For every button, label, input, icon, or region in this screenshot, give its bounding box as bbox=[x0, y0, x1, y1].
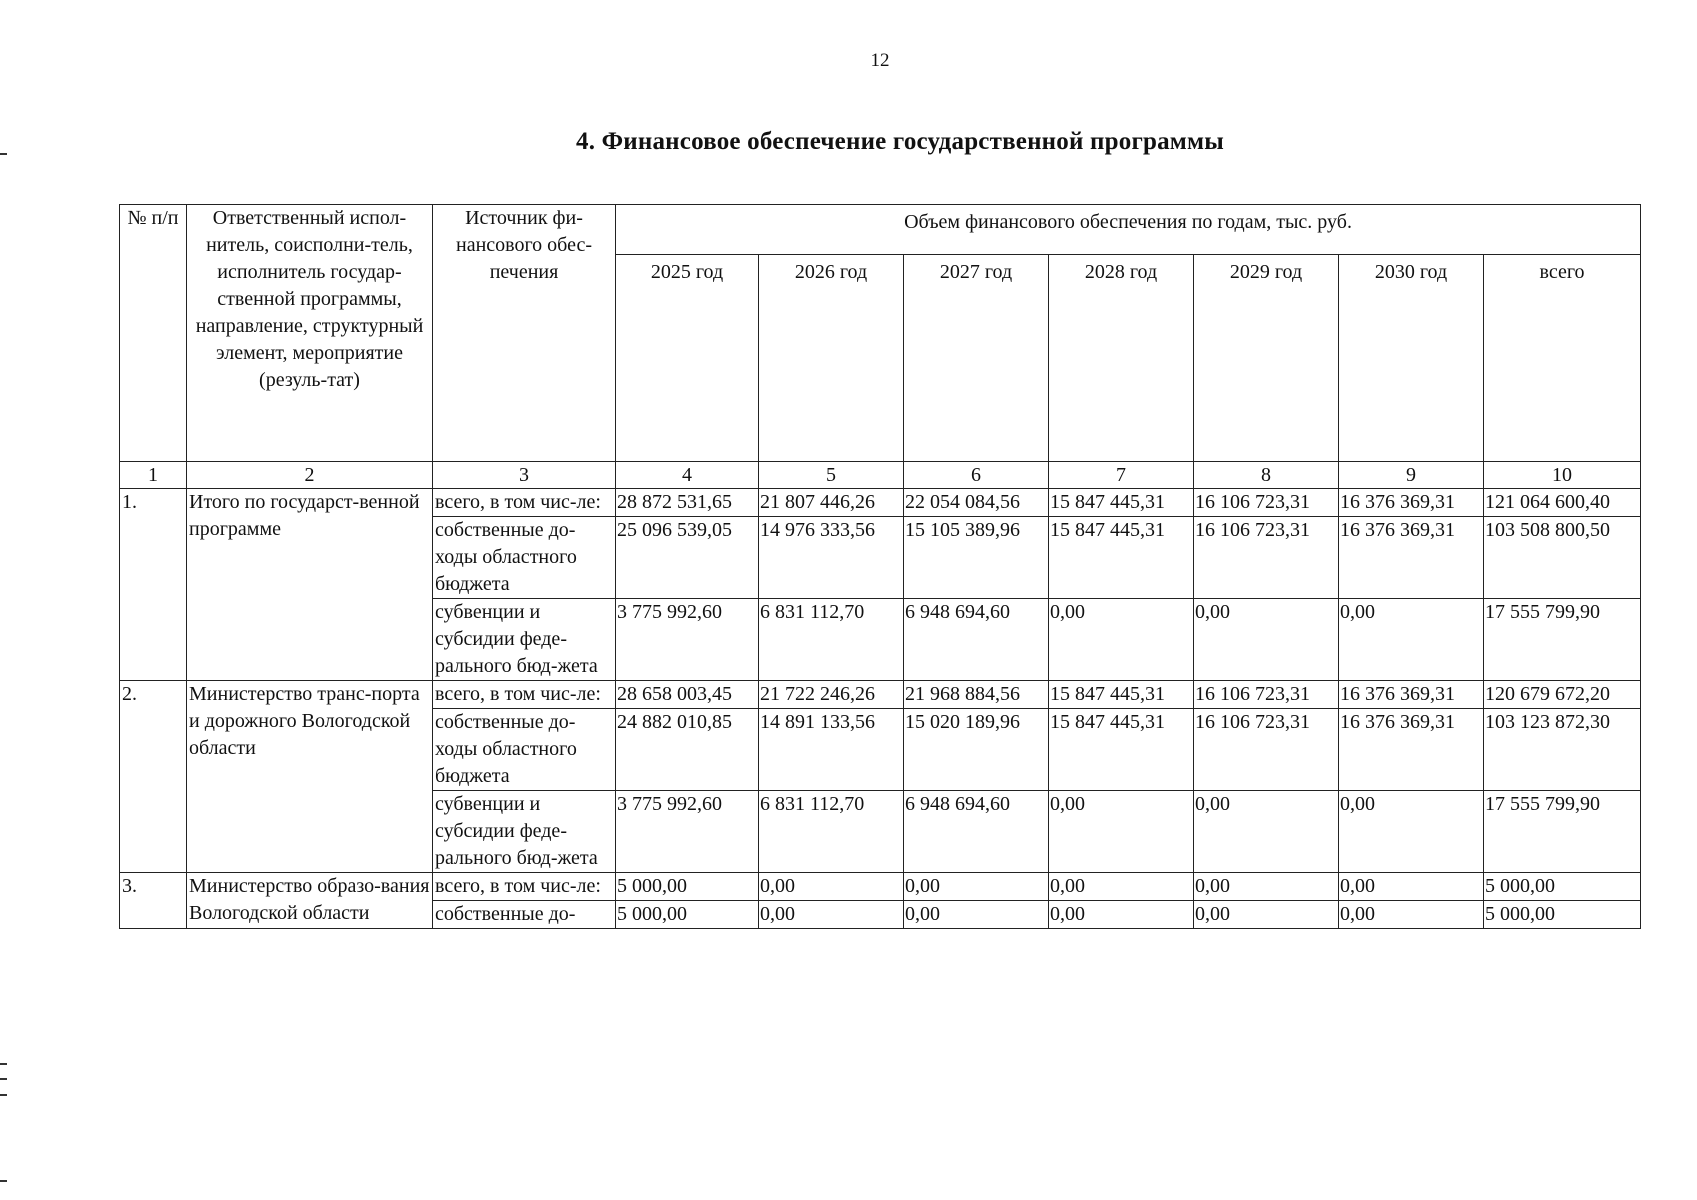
column-number: 2 bbox=[187, 462, 433, 489]
value-total: 103 123 872,30 bbox=[1484, 709, 1641, 791]
value-2027: 15 020 189,96 bbox=[904, 709, 1049, 791]
header-year-2025: 2025 год bbox=[616, 255, 759, 462]
value-total: 121 064 600,40 bbox=[1484, 489, 1641, 517]
document-title: 4. Финансовое обеспечение государственной программы bbox=[576, 128, 1224, 155]
table-row bbox=[120, 489, 1641, 517]
margin-mark bbox=[0, 1078, 7, 1080]
value-2030: 0,00 bbox=[1339, 599, 1484, 681]
margin-mark bbox=[0, 1094, 7, 1096]
header-year-2026: 2026 год bbox=[759, 255, 904, 462]
column-number: 7 bbox=[1049, 462, 1194, 489]
table-row bbox=[120, 873, 1641, 901]
funding-source: субвенции и субсидии феде-рального бюд-жета bbox=[433, 791, 616, 873]
value-total: 5 000,00 bbox=[1484, 901, 1641, 929]
value-2025: 28 658 003,45 bbox=[616, 681, 759, 709]
value-2028: 15 847 445,31 bbox=[1049, 489, 1194, 517]
value-2027: 6 948 694,60 bbox=[904, 599, 1049, 681]
value-2029: 16 106 723,31 bbox=[1194, 681, 1339, 709]
value-2026: 21 722 246,26 bbox=[759, 681, 904, 709]
value-2029: 16 106 723,31 bbox=[1194, 709, 1339, 791]
value-2028: 15 847 445,31 bbox=[1049, 709, 1194, 791]
value-2030: 16 376 369,31 bbox=[1339, 681, 1484, 709]
header-year-2029: 2029 год bbox=[1194, 255, 1339, 462]
value-2026: 14 891 133,56 bbox=[759, 709, 904, 791]
column-number: 8 bbox=[1194, 462, 1339, 489]
value-2025: 25 096 539,05 bbox=[616, 517, 759, 599]
value-2030: 16 376 369,31 bbox=[1339, 517, 1484, 599]
value-2026: 6 831 112,70 bbox=[759, 599, 904, 681]
value-2030: 16 376 369,31 bbox=[1339, 489, 1484, 517]
header-year-2028: 2028 год bbox=[1049, 255, 1194, 462]
value-2025: 3 775 992,60 bbox=[616, 791, 759, 873]
column-number: 9 bbox=[1339, 462, 1484, 489]
column-number: 3 bbox=[433, 462, 616, 489]
value-2026: 0,00 bbox=[759, 873, 904, 901]
column-number: 5 bbox=[759, 462, 904, 489]
value-2026: 14 976 333,56 bbox=[759, 517, 904, 599]
value-2029: 0,00 bbox=[1194, 791, 1339, 873]
responsible-executor: Министерство образо-вания Вологодской области bbox=[187, 873, 433, 929]
value-2026: 21 807 446,26 bbox=[759, 489, 904, 517]
value-2028: 0,00 bbox=[1049, 901, 1194, 929]
value-2027: 22 054 084,56 bbox=[904, 489, 1049, 517]
column-number: 4 bbox=[616, 462, 759, 489]
value-total: 5 000,00 bbox=[1484, 873, 1641, 901]
value-2030: 0,00 bbox=[1339, 873, 1484, 901]
value-total: 103 508 800,50 bbox=[1484, 517, 1641, 599]
value-2025: 3 775 992,60 bbox=[616, 599, 759, 681]
header-responsible: Ответственный испол-нитель, соисполни-тель, исполнитель государ-ственной программы, направление, структурный элемент, мероприятие (резуль-тат) bbox=[187, 205, 433, 462]
header-year-2027: 2027 год bbox=[904, 255, 1049, 462]
funding-source: субвенции и субсидии феде-рального бюд-жета bbox=[433, 599, 616, 681]
row-number: 2. bbox=[120, 681, 187, 873]
value-2028: 0,00 bbox=[1049, 791, 1194, 873]
value-total: 17 555 799,90 bbox=[1484, 599, 1641, 681]
funding-source: собственные до-ходы областного бюджета bbox=[433, 709, 616, 791]
column-number-row bbox=[120, 462, 1641, 489]
column-number: 1 bbox=[120, 462, 187, 489]
margin-mark bbox=[0, 153, 7, 155]
row-number: 1. bbox=[120, 489, 187, 681]
funding-source: всего, в том чис-ле: bbox=[433, 489, 616, 517]
value-2026: 0,00 bbox=[759, 901, 904, 929]
funding-source: всего, в том чис-ле: bbox=[433, 873, 616, 901]
column-number: 6 bbox=[904, 462, 1049, 489]
header-num: № п/п bbox=[120, 205, 187, 462]
value-2027: 6 948 694,60 bbox=[904, 791, 1049, 873]
value-2028: 0,00 bbox=[1049, 599, 1194, 681]
value-2025: 28 872 531,65 bbox=[616, 489, 759, 517]
value-2029: 0,00 bbox=[1194, 873, 1339, 901]
header-year-2030: 2030 год bbox=[1339, 255, 1484, 462]
margin-mark bbox=[0, 1063, 7, 1065]
column-number: 10 bbox=[1484, 462, 1641, 489]
value-2026: 6 831 112,70 bbox=[759, 791, 904, 873]
value-2029: 16 106 723,31 bbox=[1194, 517, 1339, 599]
header-source: Источник фи-нансового обес-печения bbox=[433, 205, 616, 462]
header-volume: Объем финансового обеспечения по годам, тыс. руб. bbox=[616, 205, 1641, 255]
value-2030: 0,00 bbox=[1339, 791, 1484, 873]
value-2030: 0,00 bbox=[1339, 901, 1484, 929]
value-2027: 0,00 bbox=[904, 873, 1049, 901]
table-row bbox=[120, 681, 1641, 709]
funding-source: собственные до- bbox=[433, 901, 616, 929]
value-2027: 15 105 389,96 bbox=[904, 517, 1049, 599]
value-2025: 5 000,00 bbox=[616, 873, 759, 901]
header-total: всего bbox=[1484, 255, 1641, 462]
value-2030: 16 376 369,31 bbox=[1339, 709, 1484, 791]
responsible-executor: Министерство транс-порта и дорожного Вологодской области bbox=[187, 681, 433, 873]
funding-source: всего, в том чис-ле: bbox=[433, 681, 616, 709]
financing-table bbox=[119, 204, 1641, 929]
value-2029: 16 106 723,31 bbox=[1194, 489, 1339, 517]
row-number: 3. bbox=[120, 873, 187, 929]
value-total: 17 555 799,90 bbox=[1484, 791, 1641, 873]
value-2027: 21 968 884,56 bbox=[904, 681, 1049, 709]
value-2029: 0,00 bbox=[1194, 599, 1339, 681]
responsible-executor: Итого по государст-венной программе bbox=[187, 489, 433, 681]
value-2028: 15 847 445,31 bbox=[1049, 517, 1194, 599]
value-2029: 0,00 bbox=[1194, 901, 1339, 929]
value-2025: 24 882 010,85 bbox=[616, 709, 759, 791]
value-2025: 5 000,00 bbox=[616, 901, 759, 929]
page-number: 12 bbox=[870, 50, 890, 71]
value-2028: 15 847 445,31 bbox=[1049, 681, 1194, 709]
margin-mark bbox=[0, 1180, 7, 1182]
value-2028: 0,00 bbox=[1049, 873, 1194, 901]
value-2027: 0,00 bbox=[904, 901, 1049, 929]
funding-source: собственные до-ходы областного бюджета bbox=[433, 517, 616, 599]
value-total: 120 679 672,20 bbox=[1484, 681, 1641, 709]
